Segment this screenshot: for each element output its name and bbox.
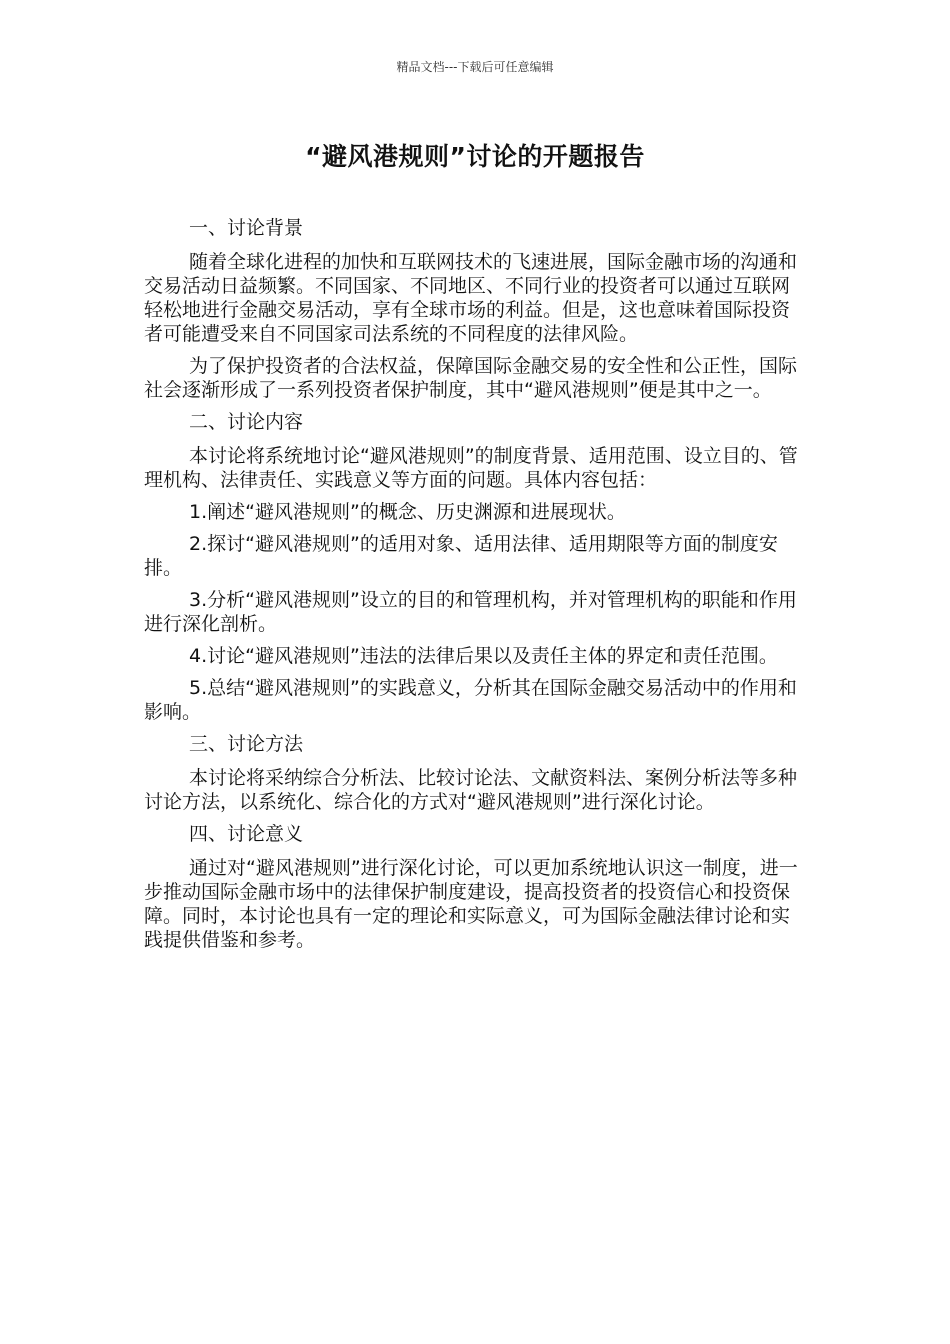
list-item-content-3: 3.分析“避风港规则”设立的目的和管理机构，并对管理机构的职能和作用进行深化剖析。 bbox=[144, 589, 797, 635]
paragraph-method: 本讨论将采纳综合分析法、比较讨论法、文献资料法、案例分析法等多种讨论方法，以系统化、综合化的方式对“避风港规则”进行深化讨论。 bbox=[144, 767, 798, 813]
document-title: “避风港规则”讨论的开题报告 bbox=[305, 142, 645, 171]
paragraph-background-1: 随着全球化进程的加快和互联网技术的飞速进展，国际金融市场的沟通和交易活动日益频繁。不同国家、不同地区、不同行业的投资者可以通过互联网轻松地进行金融交易活动，享有全球市场的利益。但是，这也意味着国际投资者可能遭受来自不同国家司法系统的不同程度的法律风险。 bbox=[144, 251, 798, 345]
list-item-content-1: 1.阐述“避风港规则”的概念、历史渊源和进展现状。 bbox=[189, 501, 626, 523]
section-heading-content: 二、讨论内容 bbox=[189, 411, 304, 433]
list-item-content-5: 5.总结“避风港规则”的实践意义，分析其在国际金融交易活动中的作用和影响。 bbox=[144, 677, 797, 723]
section-heading-background: 一、讨论背景 bbox=[189, 217, 304, 239]
section-heading-significance: 四、讨论意义 bbox=[189, 823, 304, 845]
section-heading-method: 三、讨论方法 bbox=[189, 733, 304, 755]
list-item-content-4: 4.讨论“避风港规则”违法的法律后果以及责任主体的界定和责任范围。 bbox=[189, 645, 778, 667]
paragraph-background-2: 为了保护投资者的合法权益，保障国际金融交易的安全性和公正性，国际社会逐渐形成了一系列投资者保护制度，其中“避风港规则”便是其中之一。 bbox=[144, 355, 798, 401]
list-item-content-2: 2.探讨“避风港规则”的适用对象、适用法律、适用期限等方面的制度安排。 bbox=[144, 533, 778, 579]
page-header: 精品文档---下载后可任意编辑 bbox=[396, 60, 554, 74]
document-body bbox=[144, 216, 799, 960]
paragraph-significance: 通过对“避风港规则”进行深化讨论，可以更加系统地认识这一制度，进一步推动国际金融市场中的法律保护制度建设，提高投资者的投资信心和投资保障。同时，本讨论也具有一定的理论和实际意义，可为国际金融法律讨论和实践提供借鉴和参考。 bbox=[144, 857, 798, 951]
paragraph-content-intro: 本讨论将系统地讨论“避风港规则”的制度背景、适用范围、设立目的、管理机构、法律责任、实践意义等方面的问题。具体内容包括： bbox=[144, 445, 798, 491]
